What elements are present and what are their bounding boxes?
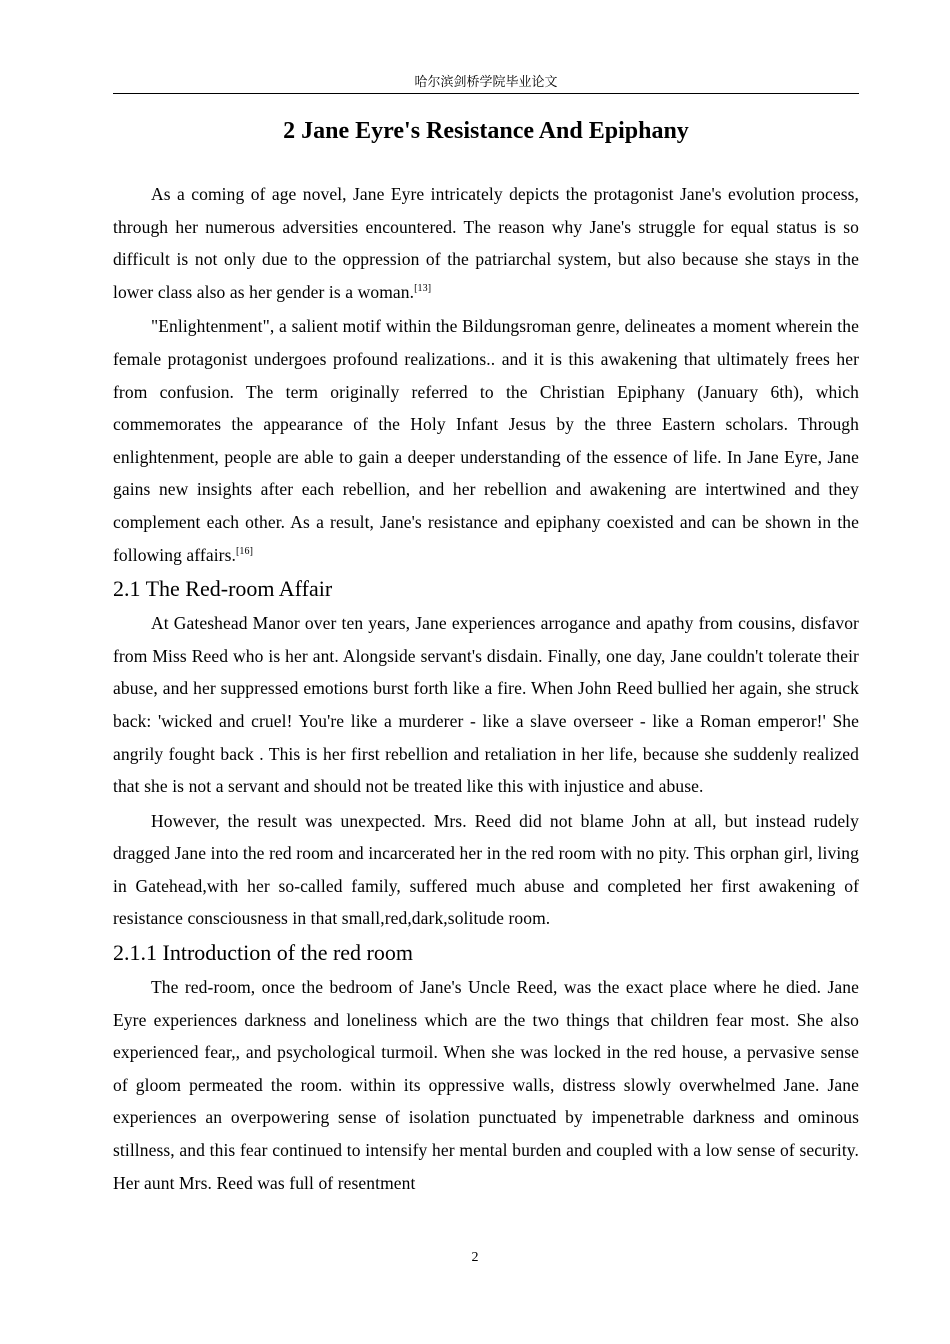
section-heading-2-1-1: 2.1.1 Introduction of the red room [113,940,413,966]
paragraph-2-text: "Enlightenment", a salient motif within the Bildungsroman genre, delineates a moment wherein the female protagonist undergoes profound realizations.. and it is this awakening that ultimately frees her from confusion. The term originally referred to the Christian Epiphany (January 6th), which commemorates the appearance of the Holy Infant Jesus by the three Eastern scholars. Through enlightenment, people are able to gain a deeper understanding of the essence of life. In Jane Eyre, Jane gains new insights after each rebellion, and her rebellion and awakening are intertwined and they complement each other. As a result, Jane's resistance and epiphany coexisted and can be shown in the following affairs. [113,316,859,565]
paragraph-3: At Gateshead Manor over ten years, Jane experiences arrogance and apathy from cousins, disfavor from Miss Reed who is her ant. Alongside servant's disdain. Finally, one day, Jane couldn't tolerate their abuse, and her suppressed emotions burst forth like a fire. When John Reed bullied her again, she struck back: 'wicked and cruel! You're like a murderer - like a slave overseer - like a Roman emperor!' She angrily fought back . This is her first rebellion and retaliation in her life, because she suddenly realized that she is not a servant and should not be treated like this with injustice and abuse. [113,613,859,797]
page-number: 2 [471,1250,479,1265]
paragraph-4: However, the result was unexpected. Mrs. Reed did not blame John at all, but instead rudely dragged Jane into the red room and incarcerated her in the red room with no pity. This orphan girl, living in Gatehead,with her so-called family, suffered much abuse and completed her first awakening of resistance consciousness in that small,red,dark,solitude room. [113,810,859,929]
paragraph-1 [113,178,859,308]
section-heading-2-1: 2.1 The Red-room Affair [113,576,333,602]
paragraph-2 [113,310,859,571]
paragraph-5: The red-room, once the bedroom of Jane's Uncle Reed, was the exact place where he died. Jane Eyre experiences darkness and loneliness which are the two things that children fear most. She also experienced fear,, and psychological turmoil. When she was locked in the red house, a pervasive sense of gloom permeated the room. within its oppressive walls, distress slowly overwhelmed Jane. Jane experiences an overpowering sense of isolation punctuated by impenetrable darkness and ominous stillness, and this fear continued to intensify her mental burden and coupled with a low sense of security. Her aunt Mrs. Reed was full of resentment [113,977,859,1193]
page-body [113,110,859,1199]
paragraph-1-text: As a coming of age novel, Jane Eyre intricately depicts the protagonist Jane's evolution process, through her numerous adversities encountered. The reason why Jane's struggle for equal status is so difficult is not only due to the oppression of the patriarchal system, but also because she stays in the lower class also as her gender is a woman. [113,184,859,302]
chapter-title: 2 Jane Eyre's Resistance And Epiphany [283,118,689,144]
citation-16: [16] [235,545,254,557]
running-header: 哈尔滨剑桥学院毕业论文 [414,75,558,90]
header-divider [113,93,859,94]
citation-13: [13] [414,282,432,294]
